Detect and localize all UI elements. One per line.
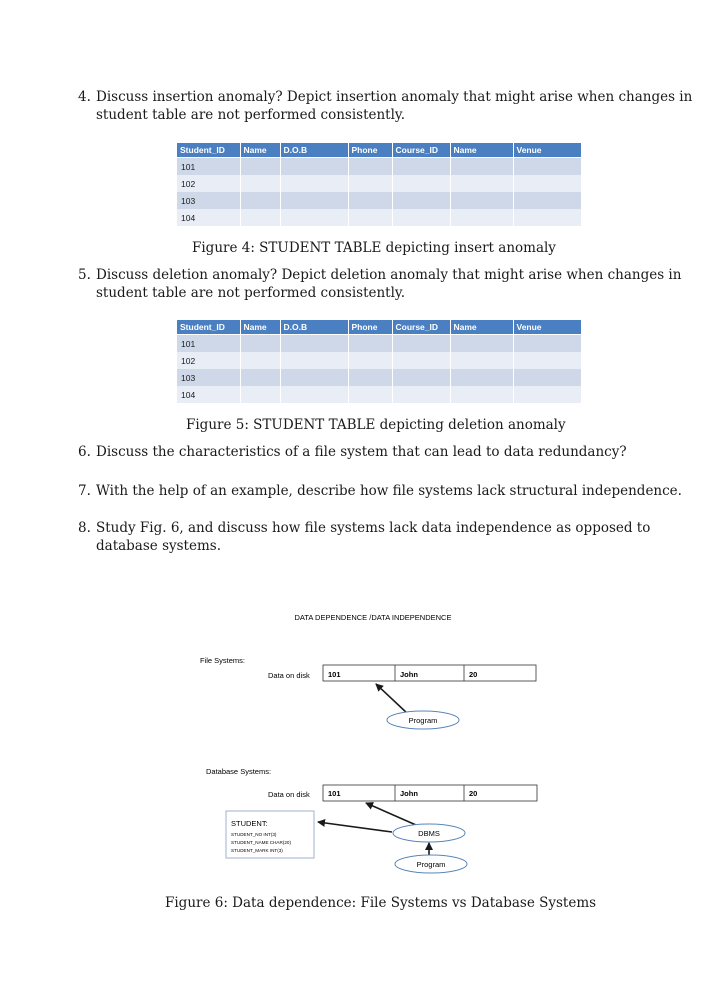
question-text: Study Fig. 6, and discuss how file systems lack data independence as opposed to database systems.: [96, 520, 651, 554]
student-id-cell: 104: [177, 209, 240, 226]
col-header: Name: [240, 143, 280, 158]
col-header: Name: [450, 143, 513, 158]
figure-6-caption: Figure 6: Data dependence: File Systems vs Database Systems: [165, 895, 597, 911]
question-number: 8.: [78, 520, 91, 536]
question-number: 7.: [78, 483, 91, 499]
col-header: D.O.B: [280, 143, 348, 158]
student-id-cell: 102: [177, 175, 240, 192]
schema-title: STUDENT:: [231, 819, 268, 828]
program-label: Program: [416, 860, 446, 869]
program-to-disk-arrow: [376, 684, 408, 714]
file-systems-label: File Systems:: [200, 656, 246, 665]
schema-line: STUDENT_MARK INT(3): [231, 848, 283, 853]
question-number: 6.: [78, 444, 91, 460]
question-text: Discuss the characteristics of a file system that can lead to data redundancy?: [96, 444, 627, 460]
question-text: Discuss deletion anomaly? Depict deletion anomaly that might arise when changes in student table are not performed consistently.: [96, 267, 682, 301]
disk-cell-mark: 20: [469, 789, 478, 798]
data-on-disk-label: Data on disk: [268, 671, 310, 680]
question-number: 4.: [78, 89, 91, 105]
col-header: Phone: [348, 143, 392, 158]
col-header: Phone: [348, 320, 392, 335]
question-text: Discuss insertion anomaly? Depict insertion anomaly that might arise when changes in student table are not performed consistently.: [96, 89, 693, 123]
disk-record-box: [323, 665, 536, 681]
disk-cell-id: 101: [328, 789, 341, 798]
question-number: 5.: [78, 267, 91, 283]
figure-5-caption: Figure 5: STUDENT TABLE depicting deletion anomaly: [186, 417, 566, 433]
col-header: Course_ID: [392, 320, 450, 335]
col-header: Venue: [513, 320, 581, 335]
disk-cell-name: John: [400, 789, 418, 798]
question-text: With the help of an example, describe how file systems lack structural independence.: [96, 483, 682, 499]
col-header: D.O.B: [280, 320, 348, 335]
student-id-cell: 103: [177, 369, 240, 386]
student-id-cell: 103: [177, 192, 240, 209]
student-id-cell: 101: [177, 158, 240, 176]
student-id-cell: 104: [177, 386, 240, 403]
diagram-title: DATA DEPENDENCE /DATA INDEPENDENCE: [294, 613, 452, 622]
col-header: Name: [450, 320, 513, 335]
col-header: Venue: [513, 143, 581, 158]
dbms-to-schema-arrow: [318, 822, 392, 832]
student-id-cell: 101: [177, 335, 240, 353]
disk-record-box: [323, 785, 537, 801]
disk-cell-id: 101: [328, 670, 341, 679]
schema-line: STUDENT_NO INT(3): [231, 832, 277, 837]
data-on-disk-label: Data on disk: [268, 790, 310, 799]
dbms-label: DBMS: [418, 829, 440, 838]
schema-line: STUDENT_NAME CHAR(20): [231, 840, 291, 845]
col-header: Course_ID: [392, 143, 450, 158]
database-systems-label: Database Systems:: [206, 767, 272, 776]
col-header: Name: [240, 320, 280, 335]
col-header: Student_ID: [177, 320, 240, 335]
col-header: Student_ID: [177, 143, 240, 158]
program-label: Program: [408, 716, 438, 725]
figure-4-caption: Figure 4: STUDENT TABLE depicting insert anomaly: [192, 240, 556, 256]
disk-cell-mark: 20: [469, 670, 478, 679]
student-id-cell: 102: [177, 352, 240, 369]
dbms-to-disk-arrow: [366, 803, 416, 825]
disk-cell-name: John: [400, 670, 418, 679]
